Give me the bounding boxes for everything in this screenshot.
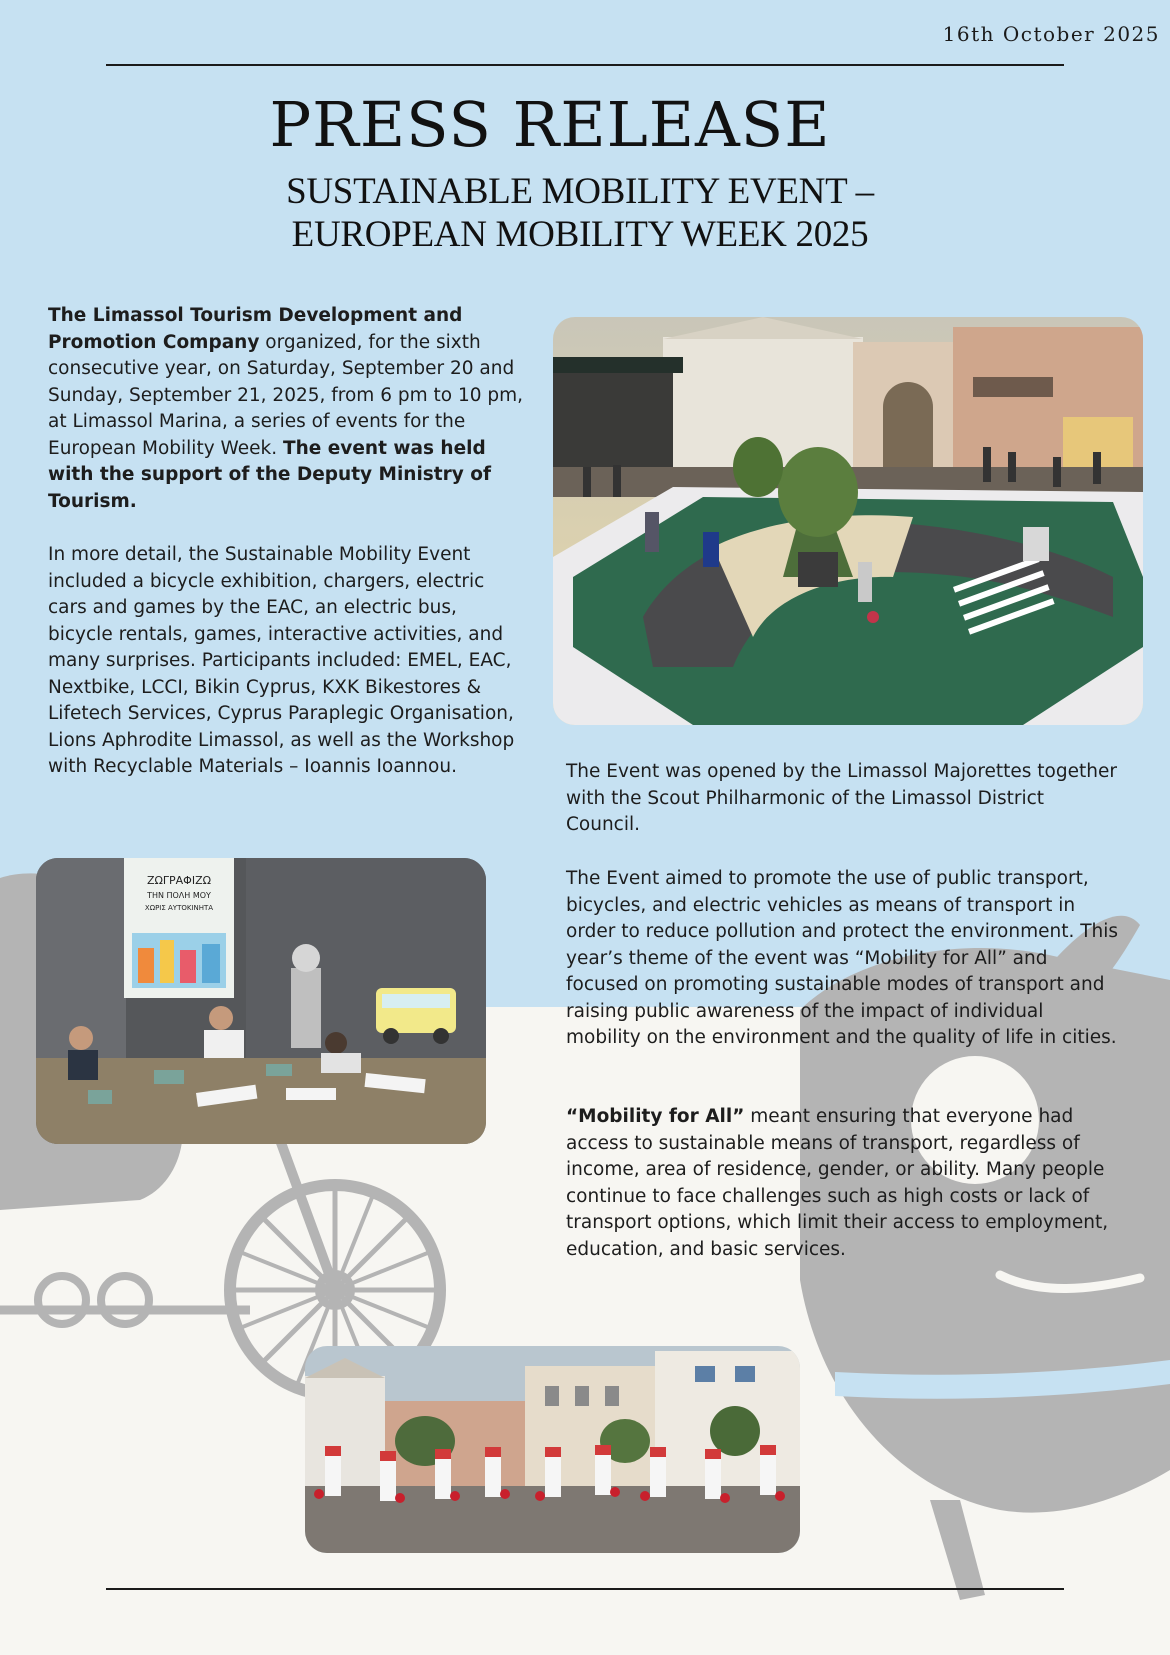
release-date: 16th October 2025	[942, 22, 1160, 46]
poster-text-3: ΧΩΡΙΣ ΑΥΤΟΚΙΝΗΤΑ	[144, 904, 214, 912]
majorettes-photo	[305, 1346, 800, 1553]
theme-quote: “Mobility for All”	[566, 1106, 745, 1127]
aim-paragraph: The Event aimed to promote the use of public transport, bicycles, and electric vehicles as means of transport in order to reduce pollution and protect the environment. This year’s theme of the event was “Mobility for All” and focused on promoting sustainable modes of transport and raising public awareness of the impact of individual mobility on the environment and the quality of life in cities.	[566, 868, 1119, 1048]
organizer-name: The Limassol Tourism Development and Promotion Company	[48, 305, 463, 353]
road-track-photo	[553, 317, 1143, 725]
details-paragraph: In more detail, the Sustainable Mobility Event included a bicycle exhibition, chargers, electric cars and games by the EAC, an electric bus, bicycle rentals, games, interactive activities, and many surprises. Participants included: EMEL, EAC, Nextbike, LCCI, Bikin Cyprus, KXK Bikestores & Lifetech Services, Cyprus Paraplegic Organisation, Lions Aphrodite Limassol, as well as the Workshop with Recyclable Materials – Ioannis Ioannou.	[48, 544, 515, 777]
children-drawing-photo	[36, 858, 486, 1144]
top-divider	[106, 64, 1064, 66]
page-subtitle: SUSTAINABLE MOBILITY EVENT – EUROPEAN MOBILITY WEEK 2025	[286, 171, 874, 255]
opening-paragraph: The Event was opened by the Limassol Majorettes together with the Scout Philharmonic of the Limassol District Council.	[566, 761, 1117, 835]
support-statement: The event was held with the support of the Deputy Ministry of Tourism.	[48, 437, 492, 512]
bottom-divider	[106, 1588, 1064, 1590]
theme-text: meant ensuring that everyone had access to sustainable means of transport, regardless of income, area of residence, gender, or ability. Many people continue to face challenges such as high costs or lack of transport options, which limit their access to employment, education, and basic services.	[566, 1106, 1109, 1260]
intro-paragraph	[48, 303, 526, 515]
page-title: PRESS RELEASE	[269, 88, 831, 161]
poster-text-1: ΖΩΓΡΑΦΙΖΩ	[146, 874, 212, 887]
poster-text-2: ΤΗΝ ΠΟΛΗ ΜΟΥ	[147, 891, 211, 900]
intro-text: organized, for the sixth consecutive year, on Saturday, September 20 and Sunday, September 21, 2025, from 6 pm to 10 pm, at Limassol Marina, a series of events for the European Mobility Week.	[48, 331, 524, 459]
mobility-for-all-paragraph	[566, 1104, 1121, 1263]
